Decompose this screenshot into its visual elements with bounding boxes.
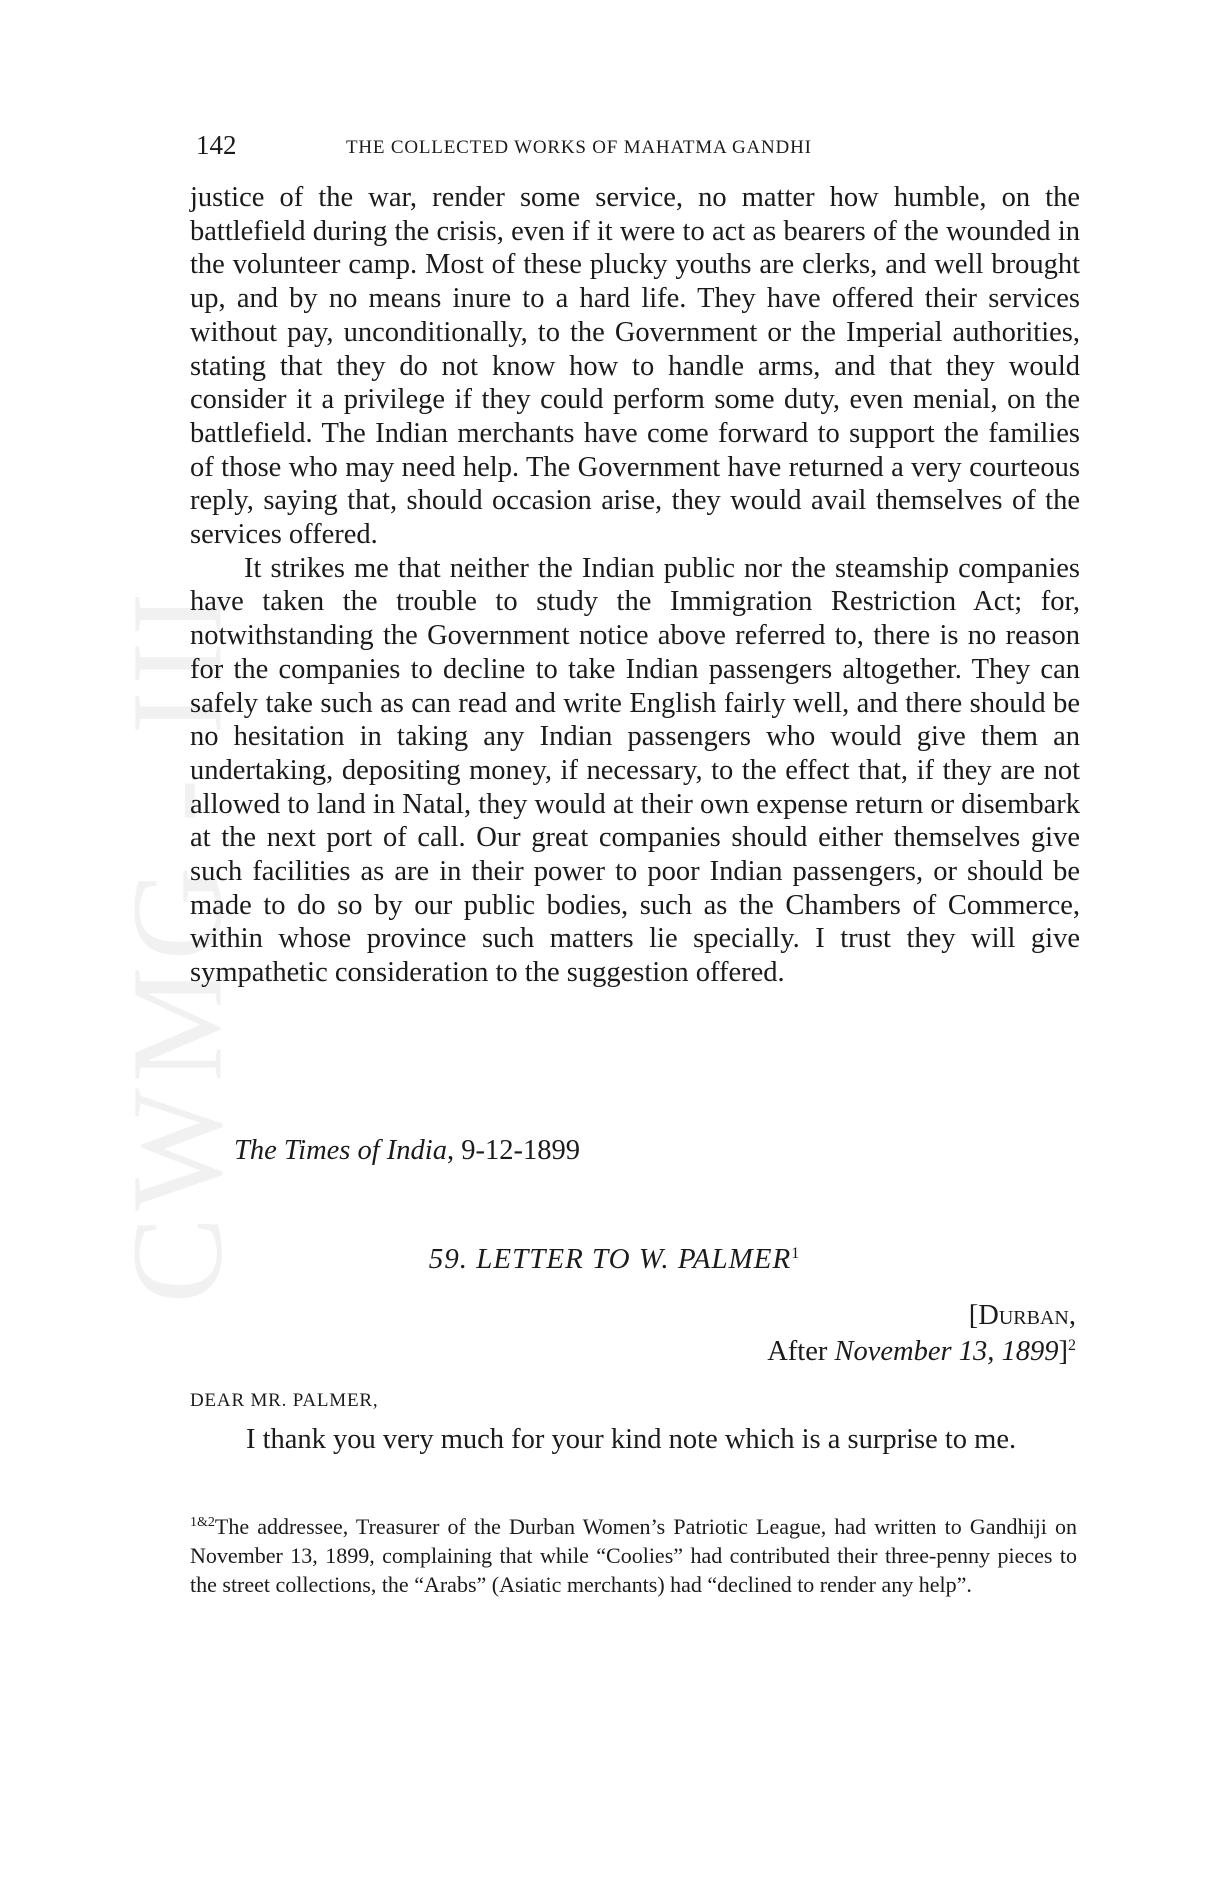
letter-date-text: November 13, 1899: [834, 1336, 1059, 1367]
paragraph: It strikes me that neither the Indian public nor the steamship companies have taken the trouble to study the Immigration Restriction Act; for, notwithstanding the Government notice above referred to, there is no reason for the companies to decline to take Indian passengers altogether. They can safely take such as can read and write English fairly well, and there should be no hesitation in taking any Indian passengers who would give them an undertaking, depositing money, if necessary, to the effect that, if they are not allowed to land in Natal, they would at their own expense return or disembark at the next port of call. Our great companies should either themselves give such facilities as are in their power to poor Indian passengers, or should be made to do so by our public bodies, such as the Chambers of Commerce, within whose province such matters lie specially. I trust they will give sympathetic consideration to the suggestion offered.: [190, 552, 1080, 989]
footnote-text: The addressee, Treasurer of the Durban Women’s Patriotic League, had written to Gandhiji on November 13, 1899, complaining that while “Coolies” had contributed their three-penny pieces to the street collections, the “Arabs” (Asiatic merchants) had “declined to render any help”.: [190, 1514, 1077, 1597]
source-publication: The Times of India: [234, 1135, 447, 1166]
footnote-ref: 1: [791, 1245, 801, 1262]
page-number: 142: [196, 130, 237, 160]
watermark-text: CWMG - III: [106, 586, 251, 1304]
body-text: [190, 181, 1080, 990]
page-header: [196, 130, 1076, 166]
document-title-text: 59. LETTER TO W. PALMER: [428, 1243, 792, 1275]
footnote-ref: 2: [1068, 1337, 1076, 1354]
source-citation: [234, 1135, 580, 1167]
footnote-marker: 1&2: [190, 1515, 215, 1530]
letter-date: [767, 1336, 1076, 1368]
paragraph: justice of the war, render some service, no matter how humble, on the battlefield during the crisis, even if it were to act as bearers of the wounded in the volunteer camp. Most of these plucky youths are clerks, and well brought up, and by no means inure to a hard life. They have offered their services without pay, unconditionally, to the Government or the Imperial authorities, stating that they do not know how to handle arms, and that they would consider it a privilege if they could perform some duty, even menial, on the battlefield. The Indian merchants have come forward to support the families of those who may need help. The Government have returned a very courteous reply, saying that, should occasion arise, they would avail themselves of the services offered.: [190, 182, 1080, 551]
document-title: [0, 1243, 1229, 1276]
salutation: DEAR MR. PALMER,: [190, 1390, 379, 1411]
letter-date-suffix: ]: [1058, 1336, 1068, 1367]
source-date: , 9-12-1899: [446, 1135, 580, 1166]
running-title: THE COLLECTED WORKS OF MAHATMA GANDHI: [346, 137, 812, 158]
letter-body: I thank you very much for your kind note which is a surprise to me.: [246, 1424, 1017, 1455]
letter-place: [969, 1300, 1076, 1332]
letter-date-prefix: After: [767, 1336, 835, 1367]
footnote: [190, 1508, 1077, 1599]
letter-place-text: [Durban,: [968, 1300, 1076, 1331]
